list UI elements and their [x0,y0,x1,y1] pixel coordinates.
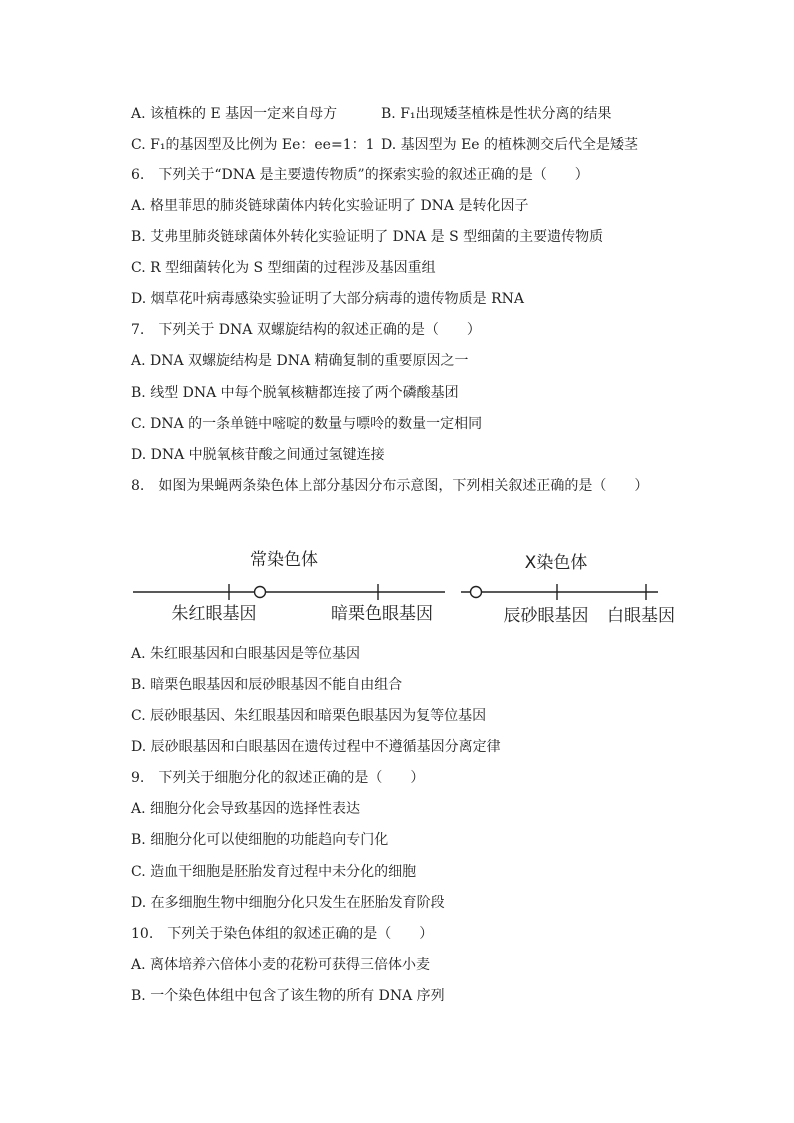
label-cinnabar-gene: 辰砂眼基因 [503,606,589,626]
x-chromosome-centromere [471,587,482,598]
autosome-title: 常染色体 [250,550,318,570]
q8-option-c: C. 辰砂眼基因、朱红眼基因和暗栗色眼基因为复等位基因 [131,708,487,724]
q5-option-c: C. F₁的基因型及比例为 Ee：ee=1：1 [131,137,375,153]
chromosome-gene-diagram [0,535,794,635]
q6-option-d: D. 烟草花叶病毒感染实验证明了大部分病毒的遗传物质是 RNA [131,291,524,307]
q10-stem: 10. 下列关于染色体组的叙述正确的是（ ） [131,926,434,942]
q9-option-a: A. 细胞分化会导致基因的选择性表达 [131,801,361,817]
q7-option-b: B. 线型 DNA 中每个脱氧核糖都连接了两个磷酸基团 [131,385,459,401]
q6-option-a: A. 格里菲思的肺炎链球菌体内转化实验证明了 DNA 是转化因子 [131,198,529,214]
q10-option-b: B. 一个染色体组中包含了该生物的所有 DNA 序列 [131,988,445,1004]
q7-option-c: C. DNA 的一条单链中嘧啶的数量与嘌呤的数量一定相同 [131,416,483,432]
q5-option-b: B. F₁出现矮茎植株是性状分离的结果 [381,106,612,122]
q8-option-a: A. 朱红眼基因和白眼基因是等位基因 [131,646,361,662]
q6-stem: 6. 下列关于“DNA 是主要遗传物质”的探索实验的叙述正确的是（ ） [131,167,589,183]
label-dark-chestnut-gene: 暗栗色眼基因 [331,604,433,624]
q9-option-b: B. 细胞分化可以使细胞的功能趋向专门化 [131,832,389,848]
q9-option-d: D. 在多细胞生物中细胞分化只发生在胚胎发育阶段 [131,895,445,911]
q8-option-d: D. 辰砂眼基因和白眼基因在遗传过程中不遵循基因分离定律 [131,739,501,755]
q9-stem: 9. 下列关于细胞分化的叙述正确的是（ ） [131,770,425,786]
q6-option-b: B. 艾弗里肺炎链球菌体外转化实验证明了 DNA 是 S 型细菌的主要遗传物质 [131,229,604,245]
q6-option-c: C. R 型细菌转化为 S 型细菌的过程涉及基因重组 [131,260,436,276]
label-white-gene: 白眼基因 [607,606,675,626]
q5-option-d: D. 基因型为 Ee 的植株测交后代全是矮茎 [381,137,639,153]
q10-option-a: A. 离体培养六倍体小麦的花粉可获得三倍体小麦 [131,957,431,973]
q7-option-a: A. DNA 双螺旋结构是 DNA 精确复制的重要原因之一 [131,353,469,369]
q9-option-c: C. 造血干细胞是胚胎发育过程中未分化的细胞 [131,864,417,880]
label-vermilion-gene: 朱红眼基因 [171,604,257,624]
q8-option-b: B. 暗栗色眼基因和辰砂眼基因不能自由组合 [131,677,403,693]
q5-option-a: A. 该植株的 E 基因一定来自母方 [131,106,338,122]
x-chromosome-title: X染色体 [524,553,588,573]
q8-stem: 8. 如图为果蝇两条染色体上部分基因分布示意图，下列相关叙述正确的是（ ） [131,478,649,494]
autosome-centromere [255,587,266,598]
q7-option-d: D. DNA 中脱氧核苷酸之间通过氢键连接 [131,447,385,463]
q7-stem: 7. 下列关于 DNA 双螺旋结构的叙述正确的是（ ） [131,322,481,338]
